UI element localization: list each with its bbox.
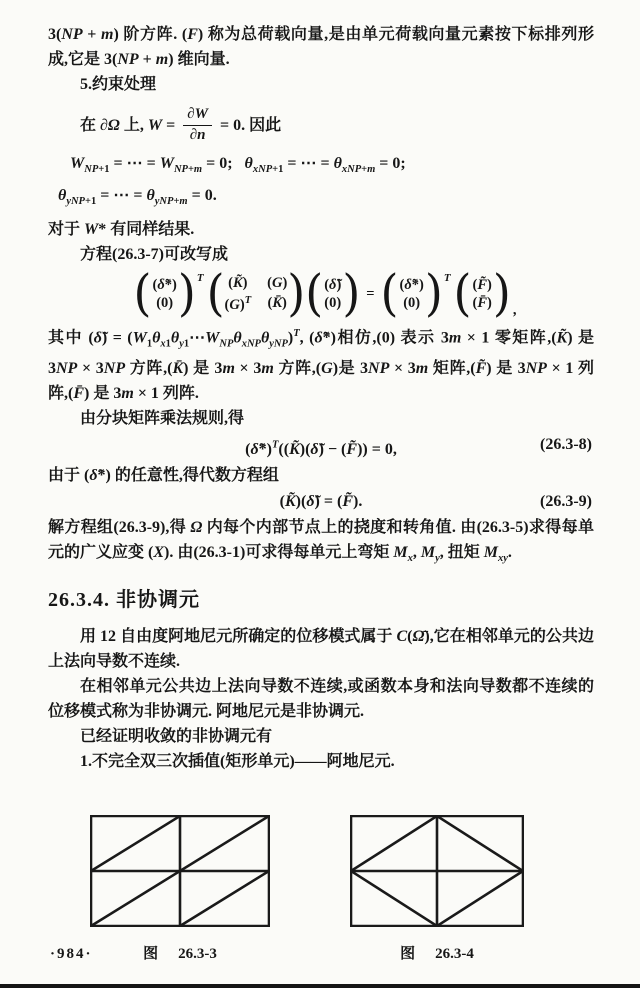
figure-26-3-3	[90, 815, 270, 967]
equation-formula: (δ̃*)$^T$((K̃)(δ̃) − (F̃)) = 0,	[245, 439, 397, 458]
figure-caption-label: 图	[143, 945, 159, 962]
block-matrix-equation	[56, 264, 594, 323]
right-paren: )	[287, 264, 306, 323]
section-paragraph-1: 用 12 自由度阿地尼元所确定的位移模式属于 C(Ω̄),它在相邻单元的公共边上法向导数不连续.	[48, 627, 594, 670]
paragraph-intro: 3(NP + m) 阶方阵. (F) 称为总荷载向量,是由单元荷载向量元素按下标排列形成,它是 3(NP + m) 维向量.	[48, 26, 594, 68]
partial-derivative-fraction	[183, 106, 212, 144]
left-vector-top: (δ̃*)	[152, 276, 177, 293]
right-paren: )	[342, 264, 361, 323]
page-number: ·984·	[50, 946, 93, 962]
block-matrix	[225, 274, 288, 314]
figure-caption-label: 图	[400, 945, 416, 962]
equation-26-3-9	[48, 489, 594, 514]
paragraph-fangcheng: 方程(26.3-7)可改写成	[80, 246, 228, 264]
left-paren: (	[380, 264, 399, 323]
fraction-numerator: ∂W	[183, 106, 212, 125]
force-vector	[472, 276, 493, 312]
right-paren: )	[177, 264, 196, 323]
figure-26-3-4	[350, 815, 524, 967]
right-paren: )	[424, 264, 443, 323]
figures-row	[90, 815, 594, 967]
trailing-comma: ,	[512, 301, 517, 318]
left-vector	[152, 276, 178, 312]
section-paragraph-3: 已经证明收敛的非协调元有	[80, 727, 273, 745]
section-paragraph-4: 1.不完全双三次插值(矩形单元)——阿地尼元.	[80, 752, 395, 770]
matrix-cell-12: (G)	[267, 275, 288, 292]
equals-sign: =	[366, 286, 375, 302]
subhead-constraint-handling: 5.约束处理	[80, 76, 157, 93]
center-vector-top: (δ̃)	[324, 276, 342, 293]
paragraph-qizhong: 其中 (δ̃) = $(W_1\theta_{x1}\theta_{y1}\cdots W_{NP}\theta_{xNP}\theta_{yNP})^T$, (δ̃*)相仿,(0) 表示 3m × 1 零矩阵,(K̃) 是 3NP × 3NP 方阵,(K̄) 是 3m × 3m 方阵,(G)是 3NP × 3m 矩阵,(F̃) 是 3NP × 1 列阵,(F̄) 是 3m × 1 列阵.	[48, 327, 595, 403]
mesh-diagram-diamond-triangles	[350, 815, 524, 927]
equation-26-3-8	[48, 432, 594, 461]
scan-bottom-edge	[0, 984, 640, 988]
boundary-condition-line	[80, 102, 594, 148]
right-paren: )	[492, 264, 511, 323]
force-vector-top: (F̃)	[472, 276, 492, 293]
constraint-equation-line2: $\theta_{yNP+1}$ = ⋯ = $\theta_{yNP+m} = 0$.	[58, 187, 217, 208]
section-heading-26-3-4: 26.3.4. 非协调元	[48, 588, 200, 611]
transpose-sup: T	[196, 272, 204, 285]
left-paren: (	[206, 264, 225, 323]
matrix-cell-11: (K̃)	[228, 275, 248, 292]
constraint-equation-line1: $W_{NP+1}$ = ⋯ = $W_{NP+m} = 0$; $\theta_{xNP+1}$ = ⋯ = $\theta_{xNP+m} = 0$;	[70, 155, 406, 176]
matrix-cell-22: (K̄)	[267, 295, 287, 312]
constraint-equations	[58, 151, 594, 215]
equation-number: (26.3-8)	[540, 436, 592, 454]
left-paren: (	[133, 264, 152, 323]
figure-caption-number: 26.3-3	[178, 945, 217, 962]
figure-caption	[143, 942, 217, 967]
force-vector-bottom: (F̄)	[472, 295, 492, 312]
matrix-cell-21: $(G)^T$	[224, 295, 252, 313]
figure-caption-number: 26.3-4	[435, 945, 474, 962]
rhs-vector-top: (δ̃*)	[399, 276, 424, 293]
boundary-condition-text-after: = 0. 因此	[220, 116, 282, 134]
paragraph-youyu: 由于 (δ̃*) 的任意性,得代数方程组	[48, 466, 279, 484]
left-paren: (	[453, 264, 472, 323]
paragraph-youfenkuai: 由分块矩阵乘法规则,得	[80, 410, 245, 428]
rhs-vector-bottom: (0)	[403, 295, 421, 312]
mesh-diagram-diagonal-triangles	[90, 815, 270, 927]
equation-formula: (K̃)(δ̃) = (F̃).	[279, 492, 363, 510]
fraction-denominator: ∂n	[189, 126, 206, 143]
left-vector-bottom: (0)	[156, 295, 174, 312]
center-vector-bottom: (0)	[324, 295, 342, 312]
boundary-condition-text-before: 在 ∂Ω 上, W =	[80, 116, 176, 134]
left-paren: (	[305, 264, 324, 323]
center-vector	[323, 276, 342, 312]
equation-number: (26.3-9)	[540, 492, 592, 510]
paragraph-duiyu: 对于 W* 有同样结果.	[48, 221, 195, 239]
rhs-vector	[398, 276, 424, 312]
transpose-sup: T	[443, 272, 451, 285]
page-content	[48, 22, 594, 967]
figure-caption	[400, 942, 474, 967]
section-paragraph-2: 在相邻单元公共边上法向导数不连续,或函数本身和法向导数都不连续的位移模式称为非协调元. 阿地尼元是非协调元.	[48, 677, 594, 720]
paragraph-jie: 解方程组(26.3-9),得 Ω 内每个内部节点上的挠度和转角值. 由(26.3-5)求得每单元的广义应变 (X). 由(26.3-1)可求得每单元上弯矩 $M_x$, $M_y$, 扭矩 $M_{xy}$.	[48, 518, 594, 564]
